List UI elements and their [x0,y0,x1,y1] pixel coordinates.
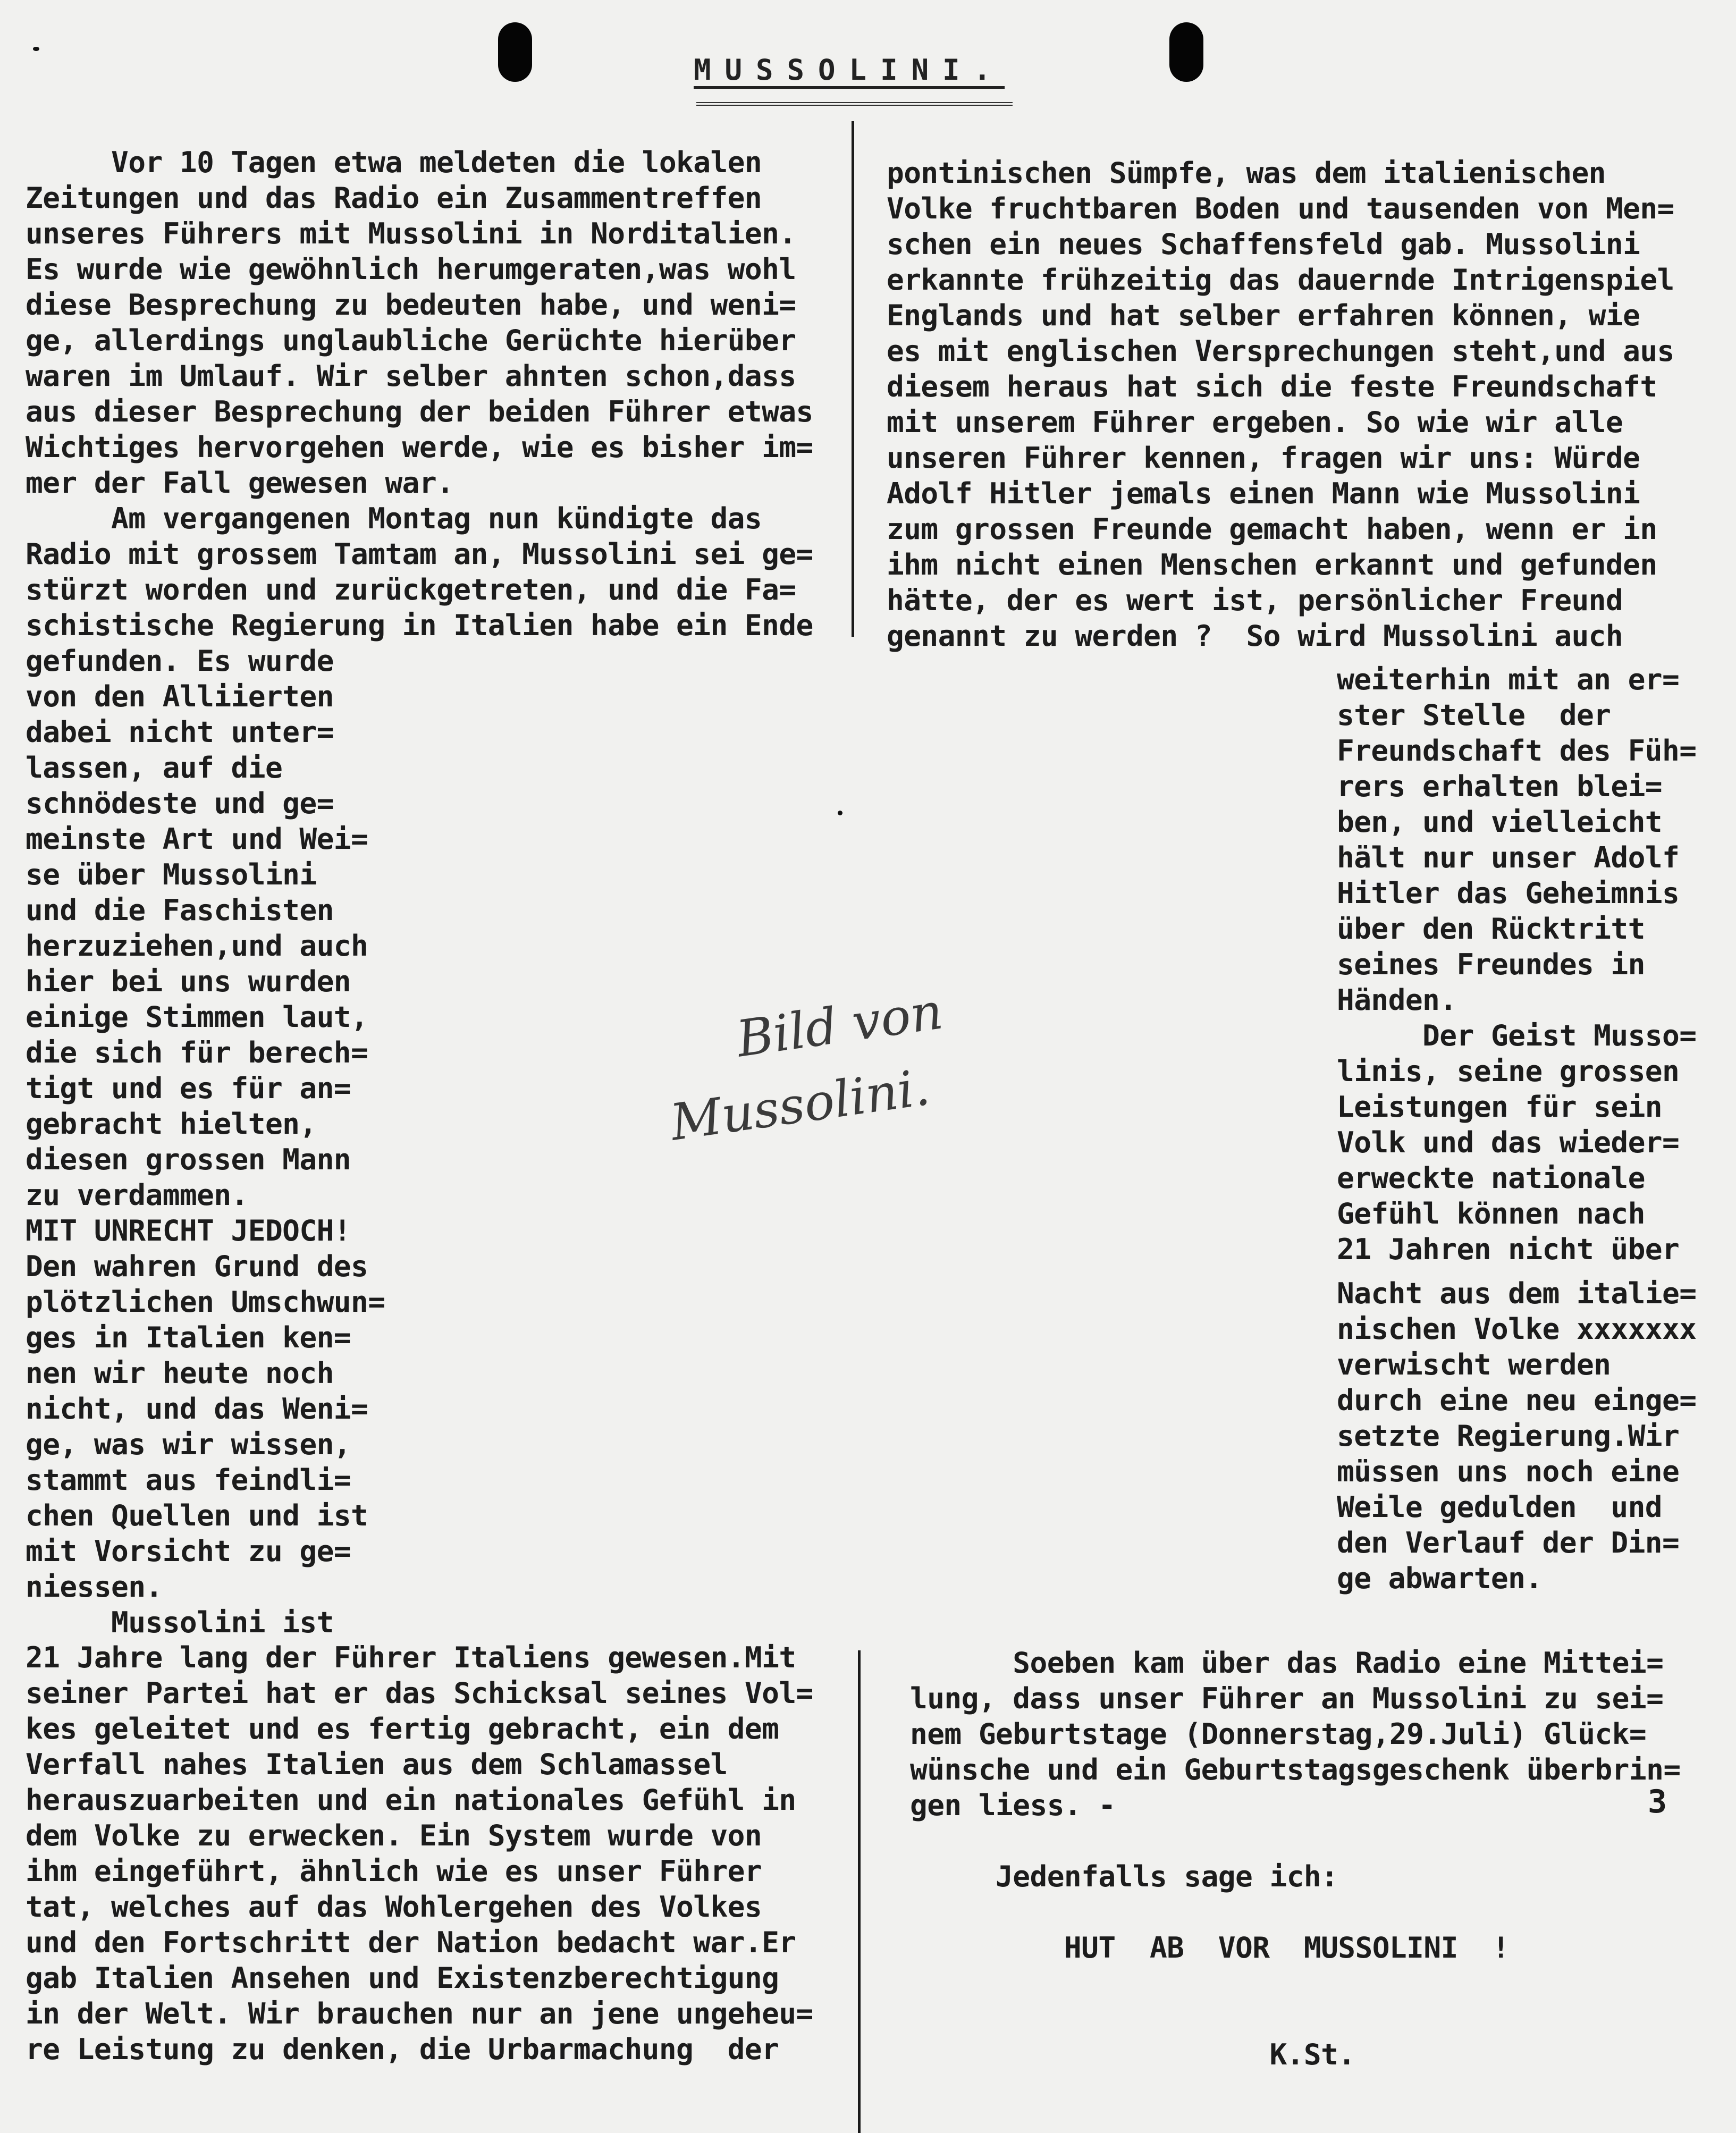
text-line: Adolf Hitler jemals einen Mann wie Mussolini [887,476,1640,510]
text-line: rers erhalten blei= [1337,769,1663,803]
text-line: und den Fortschritt der Nation bedacht war.Er [26,1925,796,1959]
text-line: ge, was wir wissen, [26,1427,351,1461]
text-line: zum grossen Freunde gemacht haben, wenn er in [887,512,1657,546]
text-line: ben, und vielleicht [1337,805,1663,839]
text-line: seiner Partei hat er das Schicksal seines Vol= [26,1676,813,1710]
text-line: genannt zu werden ? So wird Mussolini auch [887,619,1623,653]
text-line: Englands und hat selber erfahren können, wie [887,298,1640,332]
text-line: re Leistung zu denken, die Urbarmachung der [26,2032,779,2066]
text-line: hier bei uns wurden [26,964,351,998]
text-line: Weile gedulden und [1337,1490,1663,1524]
text-line: Volk und das wieder= [1337,1125,1680,1159]
col2-bottom-text [910,1645,1681,2072]
text-line: unseres Führers mit Mussolini in Norditalien. [26,216,796,250]
text-line: gab Italien Ansehen und Existenzberechtigung [26,1961,779,1995]
text-line: K.St. [910,2037,1355,2071]
text-line: Hitler das Geheimnis [1337,876,1680,910]
text-line: einige Stimmen laut, [26,1000,368,1034]
text-line: waren im Umlauf. Wir selber ahnten schon,dass [26,359,796,393]
text-line: schistische Regierung in Italien habe ein Ende [26,608,813,642]
text-line: nem Geburtstage (Donnerstag,29.Juli) Glück= [910,1717,1647,1751]
text-line: niessen. [26,1570,163,1604]
text-line: wünsche und ein Geburtstagsgeschenk überbrin= [910,1752,1681,1786]
text-line: dem Volke zu erwecken. Ein System wurde von [26,1818,762,1852]
col2-top-text [887,155,1674,654]
text-line: Gefühl können nach [1337,1196,1645,1230]
text-line: weiterhin mit an er= [1337,662,1680,696]
text-line: verwischt werden [1337,1347,1611,1381]
col2-narrow-text-b [1337,1276,1696,1596]
text-line: über den Rücktritt [1337,912,1645,946]
text-line: ihm eingeführt, ähnlich wie es unser Führer [26,1854,762,1888]
text-line: setzte Regierung.Wir [1337,1419,1680,1453]
text-line: ster Stelle der [1337,698,1611,732]
text-line: durch eine neu einge= [1337,1383,1697,1417]
text-line: Zeitungen und das Radio ein Zusammentreffen [26,181,762,215]
text-line: Händen. [1337,983,1457,1017]
text-line: gen liess. - [910,1788,1116,1822]
text-line: Wichtiges hervorgehen werde, wie es bisher im= [26,430,813,464]
text-line: Verfall nahes Italien aus dem Schlamassel [26,1747,728,1781]
text-line: linis, seine grossen [1337,1054,1680,1088]
text-line: seines Freundes in [1337,947,1645,981]
col1-narrow-text [26,643,385,1640]
text-line: hält nur unser Adolf [1337,840,1680,874]
page-title: MUSSOLINI. [694,53,1005,87]
text-line [910,1894,1681,1930]
text-line: stürzt worden und zurückgetreten, und die Fa= [26,572,796,606]
title-double-rule [696,102,1013,106]
text-line: müssen uns noch eine [1337,1454,1680,1488]
text-line: Soeben kam über das Radio eine Mittei= [910,1646,1664,1680]
text-line [910,1966,1681,2001]
text-line: nicht, und das Weni= [26,1392,368,1426]
text-line: Radio mit grossem Tamtam an, Mussolini sei ge= [26,537,813,571]
text-line: und die Faschisten [26,893,334,927]
text-line: Mussolini ist [26,1605,334,1639]
text-line: pontinischen Sümpfe, was dem italienischen [887,156,1606,190]
text-line: 21 Jahre lang der Führer Italiens gewesen.Mit [26,1640,796,1674]
text-line: diesen grossen Mann [26,1142,351,1176]
text-line: Der Geist Musso= [1337,1018,1697,1052]
col1-top-text [26,145,813,643]
text-line: Volke fruchtbaren Boden und tausenden von Men= [887,191,1674,225]
text-line: MIT UNRECHT JEDOCH! [26,1213,351,1247]
text-line: meinste Art und Wei= [26,822,368,856]
text-line: dabei nicht unter= [26,715,334,749]
text-line: schen ein neues Schaffensfeld gab. Mussolini [887,227,1640,261]
ink-speck [838,811,842,815]
text-line: plötzlichen Umschwun= [26,1285,385,1319]
text-line: ges in Italien ken= [26,1320,351,1354]
text-line: chen Quellen und ist [26,1498,368,1532]
col1-bottom-text [26,1640,813,2067]
handwritten-note-line-1: Bild von [733,982,947,1069]
text-line: Nacht aus dem italie= [1337,1276,1697,1310]
text-line: diese Besprechung zu bedeuten habe, und weni= [26,288,796,322]
text-line: 21 Jahren nicht über [1337,1232,1680,1266]
text-line: gebracht hielten, [26,1107,317,1141]
text-line: ge abwarten. [1337,1561,1543,1595]
text-line: aus dieser Besprechung der beiden Führer etwas [26,394,813,428]
text-line: diesem heraus hat sich die feste Freundschaft [887,369,1657,403]
text-line: zu verdammen. [26,1178,248,1212]
text-line: se über Mussolini [26,857,317,891]
text-line: Freundschaft des Füh= [1337,734,1697,768]
punch-hole-left [498,22,532,82]
ink-speck [33,47,39,51]
text-line: unseren Führer kennen, fragen wir uns: Würde [887,441,1640,475]
text-line: mit Vorsicht zu ge= [26,1534,351,1568]
page-number: 3 [1648,1783,1667,1820]
text-line: gefunden. Es wurde [26,644,334,678]
text-line: herauszuarbeiten und ein nationales Gefühl in [26,1783,796,1817]
column-divider-bottom [858,1650,861,2133]
text-line: stammt aus feindli= [26,1463,351,1497]
text-line: den Verlauf der Din= [1337,1525,1680,1559]
punch-hole-right [1169,22,1203,82]
text-line: von den Alliierten [26,679,334,713]
text-line: erkannte frühzeitig das dauernde Intrigenspiel [887,263,1674,297]
text-line: Den wahren Grund des [26,1249,368,1283]
text-line: mit unserem Führer ergeben. So wie wir alle [887,405,1623,439]
text-line: tigt und es für an= [26,1071,351,1105]
text-line: Es wurde wie gewöhnlich herumgeraten,was wohl [26,252,796,286]
text-line: HUT AB VOR MUSSOLINI ! [910,1930,1510,1965]
text-line: mer der Fall gewesen war. [26,466,454,500]
text-line: herzuziehen,und auch [26,929,368,963]
text-line: lung, dass unser Führer an Mussolini zu sei= [910,1681,1664,1715]
text-line: Jedenfalls sage ich: [910,1859,1338,1893]
text-line: kes geleitet und es fertig gebracht, ein dem [26,1712,779,1746]
handwritten-note-line-2: Mussolini. [667,1058,933,1152]
text-line: tat, welches auf das Wohlergehen des Volkes [26,1890,762,1924]
text-line: Am vergangenen Montag nun kündigte das [26,501,762,535]
text-line [910,1823,1681,1859]
text-line: hätte, der es wert ist, persönlicher Freund [887,583,1623,617]
text-line: erweckte nationale [1337,1161,1645,1195]
text-line: lassen, auf die [26,751,283,785]
text-line: nen wir heute noch [26,1356,334,1390]
text-line: Vor 10 Tagen etwa meldeten die lokalen [26,145,762,179]
text-line: in der Welt. Wir brauchen nur an jene ungeheu= [26,1996,813,2030]
text-line: die sich für berech= [26,1035,368,1069]
text-line: es mit englischen Versprechungen steht,und aus [887,334,1674,368]
text-line: nischen Volke xxxxxxx [1337,1312,1697,1346]
text-line: ihm nicht einen Menschen erkannt und gefunden [887,547,1657,581]
column-divider-top [852,121,854,637]
text-line [910,2001,1681,2037]
text-line: ge, allerdings unglaubliche Gerüchte hierüber [26,323,796,357]
text-line: schnödeste und ge= [26,786,334,820]
text-line: Leistungen für sein [1337,1090,1663,1124]
col2-narrow-text-a [1337,662,1696,1267]
